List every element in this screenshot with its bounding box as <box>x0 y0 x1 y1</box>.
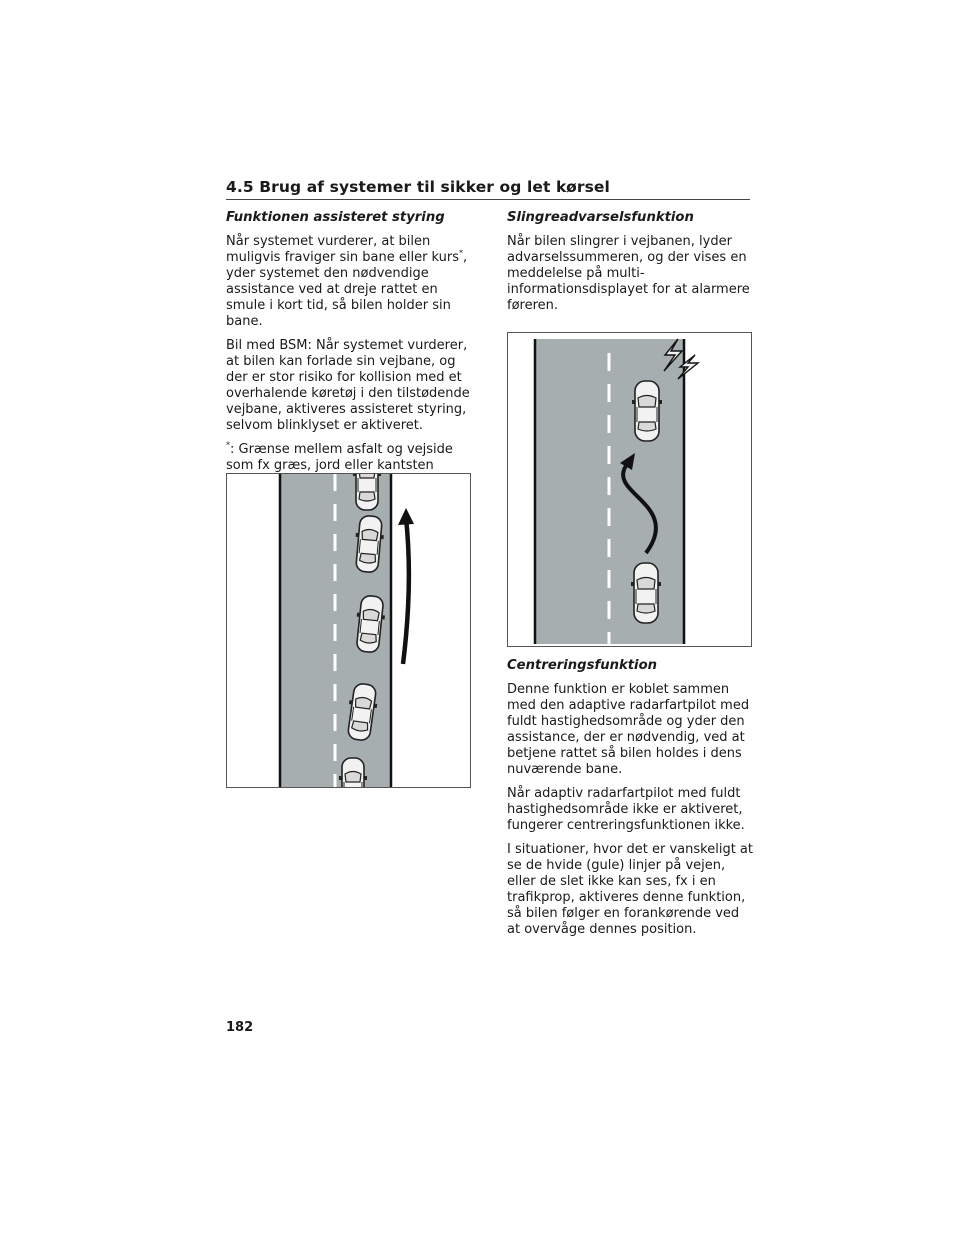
footnote <box>226 442 472 474</box>
right-column-lower <box>507 658 753 946</box>
paragraph-assisted-steering-1 <box>226 234 472 330</box>
p1-text-a: Når systemet vurderer, at bilen muligvis fraviger sin bane eller kurs <box>226 234 460 265</box>
paragraph-centering-1: Denne funktion er koblet sammen med den adaptive radarfartpilot med fuldt hastighedsområde og yder den assistance, der er nødvendig, ved at betjene rattet så bilen holdes i dens nuværende bane. <box>507 682 750 777</box>
car-icon <box>631 563 661 623</box>
figure-sway-warning <box>507 332 752 647</box>
steering-arrow-icon <box>403 518 409 664</box>
heading-centering: Centreringsfunktion <box>507 658 658 673</box>
car-icon <box>632 381 662 441</box>
footnote-marker: * <box>459 248 464 258</box>
arrow-head-icon <box>398 508 414 525</box>
footnote-text: : Grænse mellem asfalt og vejside som fx græs, jord eller kantsten <box>226 442 453 473</box>
car-icon <box>353 474 381 510</box>
road-illustration-1 <box>227 474 470 787</box>
heading-assisted-steering: Funktionen assisteret styring <box>226 210 445 225</box>
figure-assisted-steering <box>226 473 471 788</box>
p1-text-b: , yder systemet den nødvendige assistance ved at dreje rattet en smule i kort tid, så bilen holder sin bane. <box>226 250 468 329</box>
paragraph-centering-3: I situationer, hvor det er vanskeligt at se de hvide (gule) linjer på vejen, eller de slet ikke kan ses, fx i en trafikprop, aktiveres denne funktion, så bilen følger en forankørende ved at overvåge dennes position. <box>507 842 753 937</box>
left-column <box>226 210 472 482</box>
road-illustration-2 <box>508 333 751 646</box>
car-icon <box>339 758 367 787</box>
paragraph-centering-2: Når adaptiv radarfartpilot med fuldt hastighedsområde ikke er aktiveret, fungerer centreringsfunktionen ikke. <box>507 786 745 833</box>
paragraph-sway-warning: Når bilen slingrer i vejbanen, lyder advarselssummeren, og der vises en meddelelse på multi-informationsdisplayet for at alarmere føreren. <box>507 234 750 313</box>
paragraph-assisted-steering-bsm: Bil med BSM: Når systemet vurderer, at bilen kan forlade sin vejbane, og der er stor risiko for kollision med et overhalende køretøj i den tilstødende vejbane, aktiveres assisteret styring, selvom blinklyset er aktiveret. <box>226 338 470 433</box>
page-number: 182 <box>226 1020 254 1035</box>
section-title: 4.5 Brug af systemer til sikker og let kørsel <box>226 178 750 200</box>
footnote-sup: * <box>226 440 230 450</box>
heading-sway-warning: Slingreadvarselsfunktion <box>507 210 694 225</box>
right-column <box>507 210 753 322</box>
